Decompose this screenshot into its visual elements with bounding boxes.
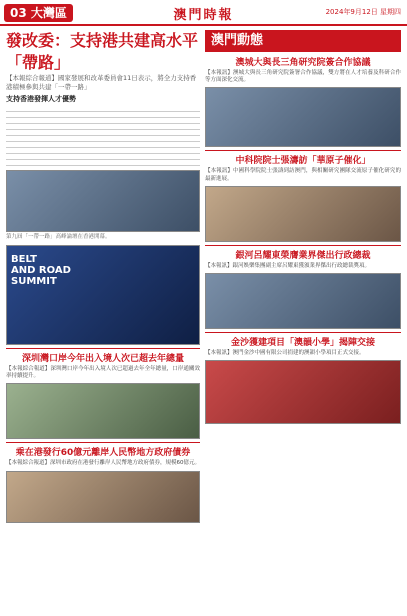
story-body-academician: 【本報訊】中國科學院院士張濤到訪澳門，與相關研究團隊交流原子催化研究的最新進展。 xyxy=(205,168,401,182)
lead-kicker: 支持香港發揮人才優勢 xyxy=(6,95,76,103)
lead-photo-caption: 第九屆「一帶一路」高峰論壇在香港開幕。 xyxy=(6,234,111,240)
section-name: 大灣區 xyxy=(30,6,67,20)
forum-label-3: SUMMIT xyxy=(11,276,57,287)
port-photo xyxy=(6,383,200,439)
forum-photo xyxy=(6,245,200,345)
divider xyxy=(205,332,401,333)
macau-news-banner: 澳門動態 xyxy=(205,30,401,52)
story-body-shenzhen-port: 【本報綜合報道】深圳灣口岸今年出入境人次已超過去年全年總量，口岸通關效率持續提升。 xyxy=(6,366,200,380)
galaxy-photo xyxy=(205,273,401,329)
masthead: 澳門時報 xyxy=(173,8,234,23)
divider xyxy=(205,150,401,151)
divider xyxy=(205,245,401,246)
story-body-university: 【本報訊】澳城大與長三角研究院簽署合作協議，雙方將在人才培養及科研合作等方面深化交流。 xyxy=(205,70,401,84)
story-headline-academician: 中科院院士張濤訪「華原子催化」 xyxy=(235,156,371,167)
story-headline-shenzhen-port: 深圳灣口岸今年出入境人次已超去年總量 xyxy=(21,354,184,364)
story-body-sands: 【本報訊】澳門金沙中國有限公司捐建的澳韻小學項目正式交接。 xyxy=(205,350,365,357)
story-body-bond: 【本報綜合報道】深圳市政府在港發行離岸人民幣地方政府債券，規模60億元。 xyxy=(6,460,201,467)
story-headline-university: 澳城大與長三角研究院簽合作協議 xyxy=(235,58,371,68)
page-header xyxy=(0,0,407,26)
section-number: 03 xyxy=(10,6,27,20)
divider xyxy=(6,442,200,443)
divider xyxy=(6,348,200,349)
story-headline-galaxy: 銀河呂耀東榮膺業界傑出行政總裁 xyxy=(235,250,371,261)
bond-photo xyxy=(6,471,200,523)
forum-sign xyxy=(11,254,71,287)
forum-label-1: BELT xyxy=(11,254,37,265)
lead-subhead: 【本報綜合報道】國家發展和改革委員會11日表示，將全力支持香港積極參與共建「一帶一路」 xyxy=(6,74,197,91)
lead-photo-1 xyxy=(6,170,200,232)
story-headline-sands: 金沙獲建項目「澳韻小學」揭陣交接 xyxy=(230,338,375,349)
story-headline-bond: 乘在港發行60億元離岸人民幣地方政府債券 xyxy=(15,448,191,459)
lead-body xyxy=(6,106,200,166)
forum-label-2: AND ROAD xyxy=(11,265,71,276)
lead-headline: 發改委：支持港共建高水平「帶路」 xyxy=(6,31,199,72)
left-column xyxy=(6,30,200,523)
academician-photo xyxy=(205,186,401,242)
university-photo xyxy=(205,87,401,147)
story-body-galaxy: 【本報訊】銀河娛樂集團副主席呂耀東獲頒業界傑出行政總裁獎項。 xyxy=(205,262,371,269)
sands-photo xyxy=(205,360,401,424)
issue-date: 2024年9月12日 星期四 xyxy=(325,8,401,16)
right-column xyxy=(205,56,401,424)
